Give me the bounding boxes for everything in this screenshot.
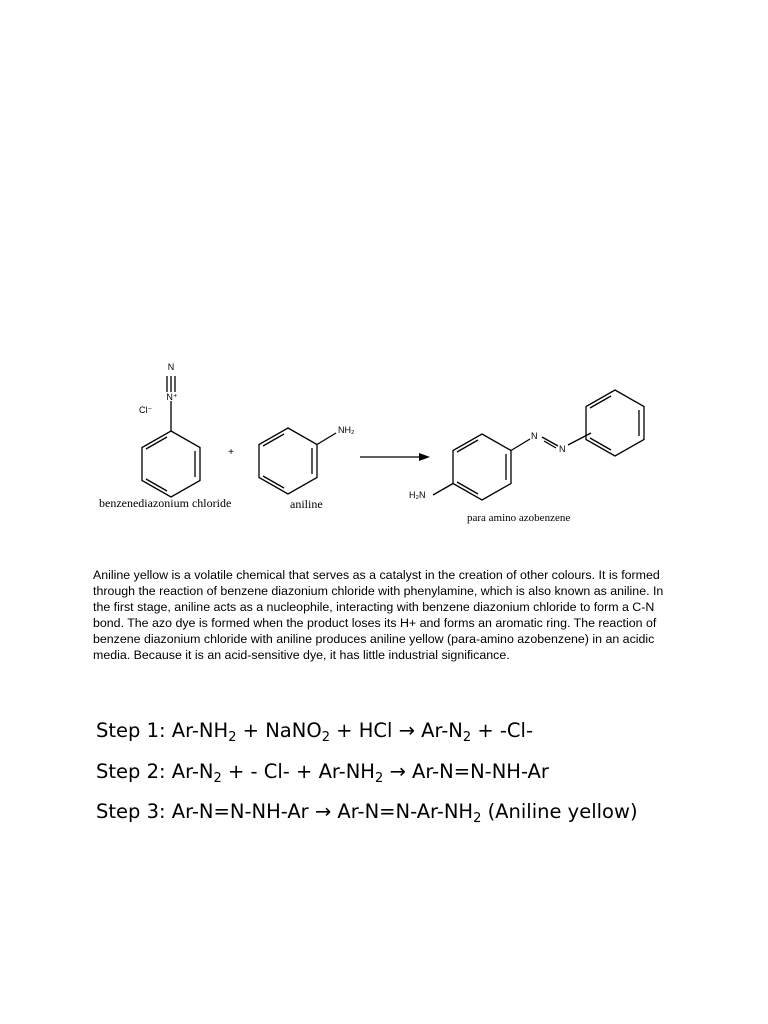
subscript: 2 [462, 730, 472, 745]
subscript: 2 [473, 811, 482, 826]
step-label: Step 3: [96, 800, 172, 823]
atom-azo-n1: N [531, 431, 538, 441]
equation-text: + NaNO [236, 719, 322, 742]
atom-n-top: N [167, 362, 175, 372]
equation-text: → Ar-N=N-NH-Ar [383, 760, 549, 783]
equation-text: Ar-N [171, 760, 214, 783]
step-label: Step 1: [96, 719, 172, 742]
step-1-equation [96, 719, 533, 745]
equation-text: Ar-NH [171, 719, 229, 742]
chloride-ion: Cl⁻ [139, 405, 153, 415]
arrow-head [419, 453, 430, 461]
c-nh2-bond-product [433, 484, 453, 496]
step-3-equation [96, 800, 638, 826]
label-aniline: aniline [290, 497, 323, 511]
c-nh2-bond [317, 433, 336, 445]
label-benzenediazonium-chloride: benzenediazonium chloride [99, 496, 232, 510]
equation-text: + - Cl- + Ar-NH [221, 760, 375, 783]
subscript: 2 [374, 771, 384, 786]
description-paragraph: Aniline yellow is a volatile chemical that serves as a catalyst in the creation of other colours. It is formed through the reaction of benzene diazonium chloride with phenylamine, which is also known as aniline. In the first stage, aniline acts as a nucleophile, interacting with benzene diazonium chloride to form a C-N bond. The azo dye is formed when the product loses its H+ and forms an aromatic ring. The reaction of benzene diazonium chloride with aniline produces aniline yellow (para-amino azobenzene) in an acidic media. Because it is an acid-sensitive dye, it has little industrial significance. [93, 568, 664, 662]
atom-azo-n2: N [559, 444, 566, 454]
atom-nh2: NH₂ [338, 425, 355, 435]
benzene-ring-phenyl [586, 390, 644, 456]
plus-sign: + [228, 447, 234, 458]
subscript: 2 [213, 771, 222, 786]
equation-text: (Aniline yellow) [481, 800, 638, 823]
equation-text: + HCl → Ar-N [329, 719, 463, 742]
atom-h2n: H₂N [409, 490, 426, 500]
subscript: 2 [321, 730, 330, 745]
benzene-ring-aniline [259, 428, 336, 494]
atom-n-plus: N⁺ [166, 392, 178, 402]
label-para-amino-azobenzene: para amino azobenzene [467, 512, 571, 524]
benzene-ring-aminophenyl [433, 434, 530, 500]
n-phenyl-bond [568, 433, 591, 445]
equation-text: + -Cl- [471, 719, 533, 742]
c-n-azo-bond [511, 439, 530, 451]
step-2-equation [96, 760, 549, 786]
subscript: 2 [228, 730, 237, 745]
step-label: Step 2: [96, 760, 172, 783]
equation-text: Ar-N=N-NH-Ar → Ar-N=N-Ar-NH [171, 800, 474, 823]
